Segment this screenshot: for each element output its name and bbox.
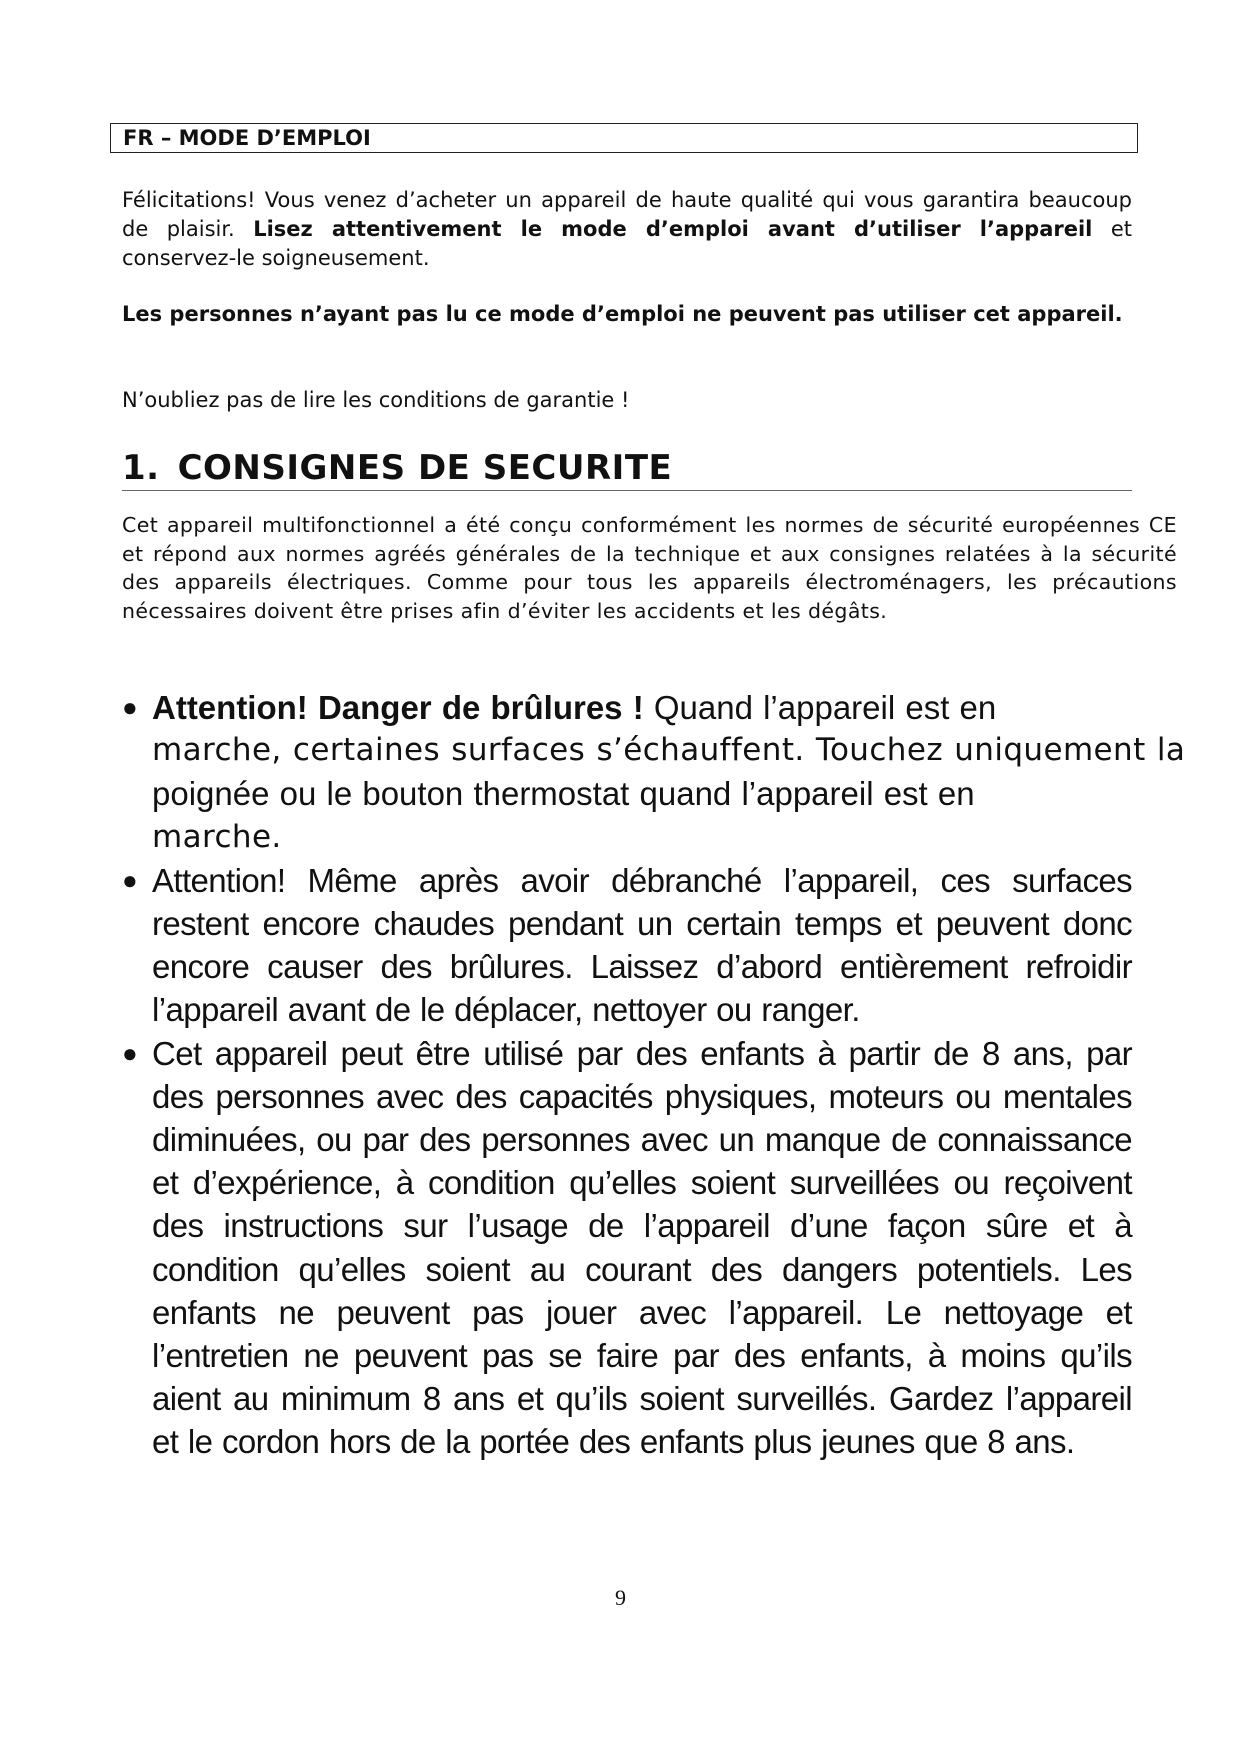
intro-text-part1: Félicitations! Vous venez d’acheter un appareil de haute qualité qui vous garantira beaucoup de plaisir. — [122, 188, 1132, 241]
bullet-dot-icon: ● — [122, 692, 138, 722]
page-number: 9 — [615, 1585, 626, 1610]
bullet-children-text: Cet appareil peut être utilisé par des enfants à partir de 8 ans, par des personnes avec des capacités physiques, moteurs ou mentales diminuées, ou par des personnes avec un manque de connaissance et d’expérience, à condition qu’elles soient surveillées ou reçoivent des instructions sur l’usage de l’appareil d’une façon sûre et à condition qu’elles soient au courant des dangers potentiels. Les enfants ne peuvent pas jouer avec l’appareil. Le nettoyage et l’entretien ne peuvent pas se faire par des enfants, à moins qu’ils aient au minimum 8 ans et qu’ils soient surveillés. Gardez l’appareil et le cordon hors de la portée des enfants plus jeunes que 8 ans. — [152, 1034, 1132, 1461]
bullet-hot-surfaces-text: Attention! Même après avoir débranché l’appareil, ces surfaces restent encore chaudes pendant un certain temps et peuvent donc encore causer des brûlures. Laissez d’abord entièrement refroidir l’appareil avant de le déplacer, nettoyer ou ranger. — [152, 861, 1132, 1029]
bullet-burn-danger — [122, 686, 1186, 859]
intro-paragraph-warranty: N’oubliez pas de lire les conditions de garantie ! — [122, 388, 630, 412]
intro-text-bold: Lisez attentivement le mode d’emploi avant d’utiliser l’appareil — [253, 217, 1093, 241]
intro-text-part2: et conservez-le soigneusement. — [122, 217, 1132, 270]
bullet-burn-line1: Quand l’appareil est en — [643, 689, 997, 726]
bullet-dot-icon: ● — [122, 1037, 138, 1068]
section-number: 1. — [122, 448, 160, 488]
bullet-dot-icon: ● — [122, 864, 138, 895]
section-heading — [122, 446, 1132, 491]
manual-header-title: FR – MODE D’EMPLOI — [123, 126, 371, 150]
safety-bullet-list — [122, 686, 1186, 1464]
bullet-children — [122, 1032, 1132, 1464]
bullet-burn-title: Attention! Danger de brûlures ! — [152, 689, 644, 726]
intro-paragraph-congratulations — [122, 186, 1132, 273]
section-title: CONSIGNES DE SECURITE — [177, 448, 673, 488]
bullet-burn-line2: marche, certaines surfaces s’échauffent. Touchez uniquement la — [152, 732, 1186, 769]
intro-paragraph-warning: Les personnes n’ayant pas lu ce mode d’emploi ne peuvent pas utiliser cet appareil. — [122, 302, 1123, 326]
bullet-hot-surfaces — [122, 859, 1132, 1032]
bullet-burn-line3: poignée ou le bouton thermostat quand l’appareil est en — [152, 775, 975, 813]
bullet-burn-line4: marche. — [152, 818, 282, 855]
manual-header-box — [110, 123, 1138, 153]
safety-paragraph: Cet appareil multifonctionnel a été conçu conformément les normes de sécurité européennes CE et répond aux normes agréés générales de la technique et aux consignes relatées à la sécurité des appareils électriques. Comme pour tous les appareils électroménagers, les précautions nécessaires doivent être prises afin d’éviter les accidents et les dégâts. — [122, 513, 1177, 623]
